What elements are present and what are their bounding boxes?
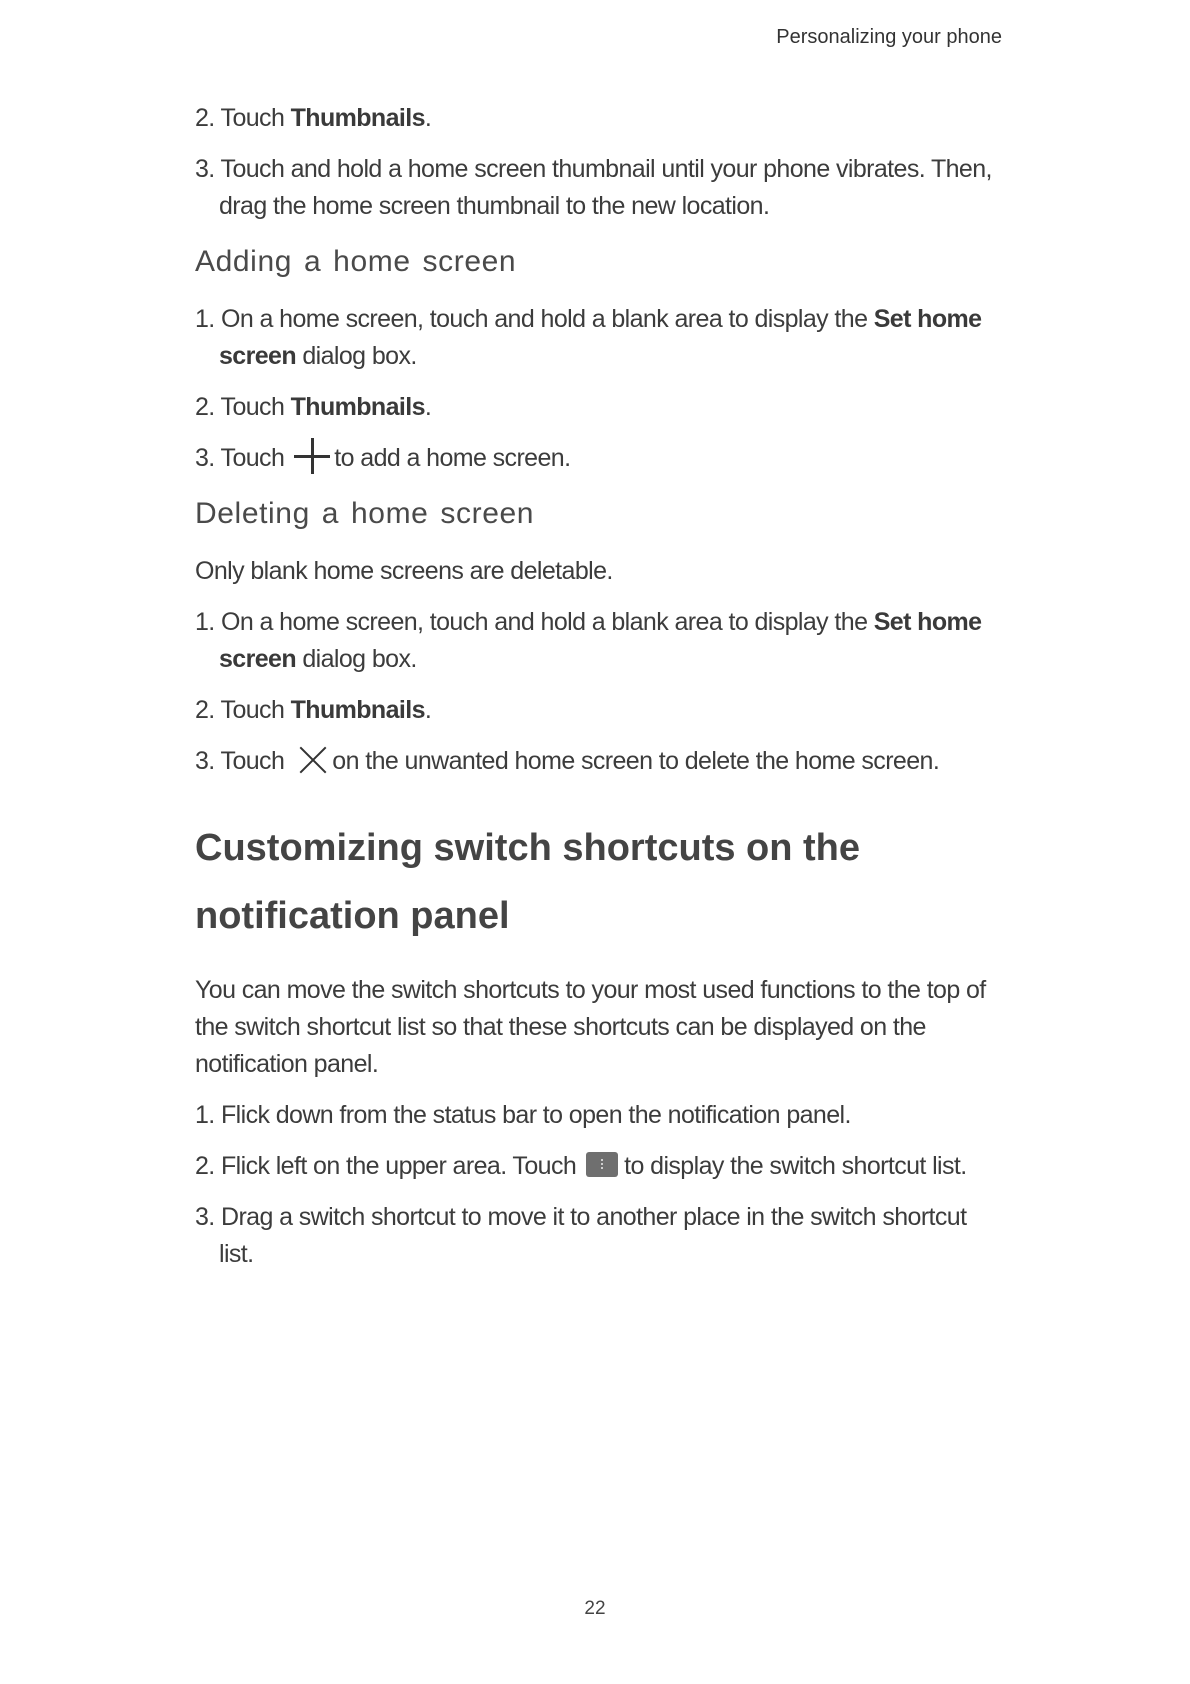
deleting-step-3 [195, 743, 1007, 780]
deleting-intro: Only blank home screens are deletable. [195, 557, 613, 586]
thumbnails-label: Thumbnails [290, 104, 425, 132]
step-text: 2. Flick left on the upper area. Touch [195, 1152, 577, 1181]
step-text: to add a home screen. [334, 444, 571, 472]
step-text: 2. Touch [195, 393, 291, 421]
step-text: . [424, 393, 432, 421]
customizing-intro: You can move the switch shortcuts to your most used functions to the top of the switch shortcut list so that these shortcuts can be displayed on the notification panel. [195, 976, 986, 1079]
set-home-screen-label: Set home screen [219, 305, 982, 370]
reorder-step-2 [195, 100, 1007, 137]
step-text: dialog box. [296, 342, 417, 370]
thumbnails-label: Thumbnails [290, 393, 425, 421]
adding-step-1 [195, 301, 1007, 375]
step-text: 1. On a home screen, touch and hold a blank area to display the [195, 608, 874, 637]
customizing-step-2 [195, 1148, 1007, 1185]
page-number: 22 [584, 1598, 606, 1619]
deleting-step-1 [195, 604, 1007, 678]
step-text: dialog box. [296, 645, 417, 674]
deleting-home-screen-heading: Deleting a home screen [195, 497, 535, 531]
step-text: on the unwanted home screen to delete the home screen. [332, 747, 940, 776]
step-text: 2. Touch [195, 104, 291, 132]
step-text: 2. Touch [195, 696, 291, 725]
step-text: . [424, 104, 432, 132]
running-header: Personalizing your phone [776, 26, 1002, 48]
customizing-step-3: 3. Drag a switch shortcut to move it to another place in the switch shortcut list. [195, 1203, 967, 1269]
customizing-shortcuts-heading: Customizing switch shortcuts on the notification panel [195, 827, 861, 938]
page-content [195, 100, 1007, 1287]
thumbnails-label: Thumbnails [290, 696, 425, 725]
close-icon [298, 745, 328, 775]
deleting-step-2 [195, 692, 1007, 729]
step-text: 3. Touch [195, 747, 285, 776]
step-text: 3. Touch [195, 444, 285, 472]
set-home-screen-label: Set home screen [219, 608, 982, 674]
adding-home-screen-heading: Adding a home screen [195, 245, 517, 278]
adding-step-3 [195, 440, 1007, 477]
adding-step-2 [195, 389, 1007, 426]
step-text: . [424, 696, 432, 725]
step-text: to display the switch shortcut list. [624, 1152, 967, 1181]
customizing-step-1: 1. Flick down from the status bar to open the notification panel. [195, 1101, 851, 1130]
menu-icon [586, 1152, 618, 1177]
plus-icon [294, 438, 332, 474]
step-text: 1. On a home screen, touch and hold a blank area to display the [195, 305, 874, 333]
reorder-step-3: 3. Touch and hold a home screen thumbnail until your phone vibrates. Then, drag the home screen thumbnail to the new location. [195, 155, 992, 220]
